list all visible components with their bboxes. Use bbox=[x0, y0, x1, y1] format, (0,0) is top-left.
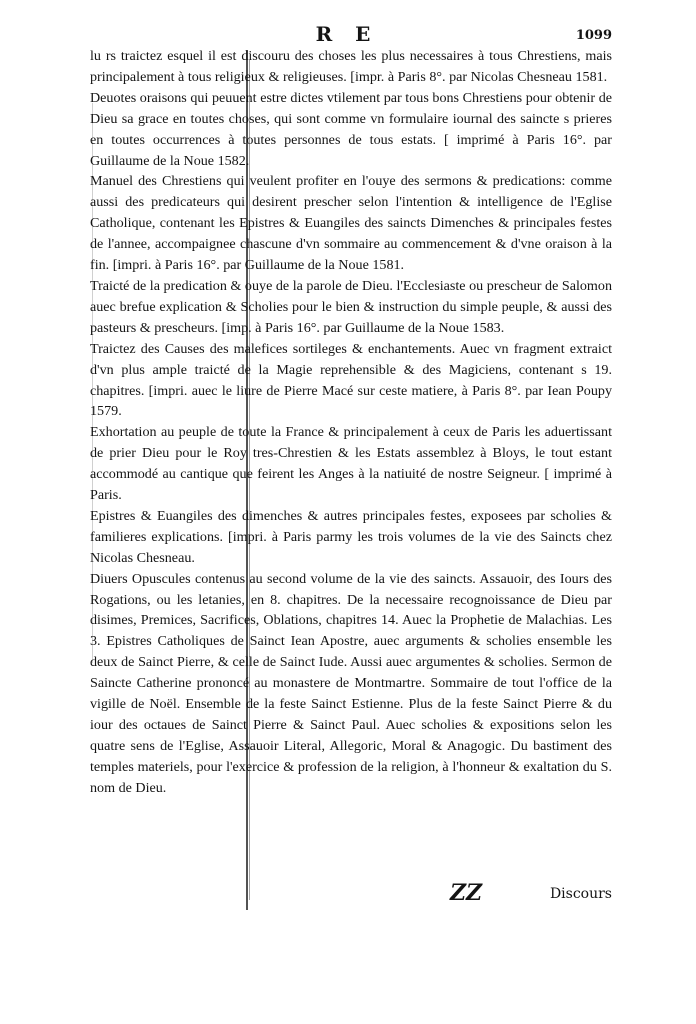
main-text-column bbox=[90, 46, 612, 799]
signature-mark: ZZ bbox=[450, 880, 483, 906]
page-number: 1099 bbox=[575, 28, 612, 43]
running-head-letters: R E bbox=[315, 22, 379, 46]
page-footer bbox=[430, 880, 612, 910]
bibliography-entry-epistres-euangiles: Epistres & Euangiles des dimenches & autres principales festes, exposees par scholies & familieres explications. [impri. à Paris parmy les trois volumes de la vie des Saincts chez Nicolas Chesneau. bbox=[90, 507, 612, 566]
catchword: Discours bbox=[549, 886, 612, 902]
bibliography-entry-manuel-des-chrestiens: Manuel des Chrestiens qui veulent profiter en l'ouye des sermons & predications: comme aussi des predicateurs qui desirent prescher selon l'intention & intelligence de l'Eglise Catholique, contenant les Epistres & Euangiles des saincts Dimenches & principales festes de l'annee, accompaignee chascune d'vn sommaire au commencement & d'vne oraison à la fin. [impri. à Paris 16°. par Guillaume de la Noue 1581. bbox=[90, 173, 612, 274]
bibliography-entry-deuotes-oraisons: Deuotes oraisons qui peuuent estre dictes vtilement par tous bons Chrestiens pour obtenir de Dieu sa grace en toutes choses, qui sont comme vn formulaire iournal des saincte s prieres en toutes occurrences à toutes personnes de tous estats. [ imprimé à Paris 16°. par Guillaume de la Noue 1582. bbox=[90, 89, 612, 169]
bibliography-entry-treatises: lu rs traictez esquel il est discouru des choses les plus necessaires à tous Chrestiens, mais principalement à tous religieux & religieuses. [impr. à Paris 8°. par Nicolas Chesneau 1581. bbox=[90, 48, 612, 85]
bibliography-entry-traicte-predication: Traicté de la predication & ouye de la parole de Dieu. l'Ecclesiaste ou prescheur de Salomon auec brefue explication & Scholies pour le bien & instruction du simple peuple, & aussi des pasteurs & prescheurs. [imp. à Paris 16°. par Guillaume de la Noue 1583. bbox=[90, 277, 612, 336]
bibliography-entry-exhortation: Exhortation au peuple de toute la France & principalement à ceux de Paris les aduertissant de prier Dieu pour le Roy tres-Chrestien & les Estats assemblez à Bloys, le tout estant accommodé au cantique que feirent les Anges à la natiuité de nostre Seigneur. [ imprimé à Paris. bbox=[90, 424, 612, 504]
bibliography-entry-causes-des-malefices: Traictez des Causes des malefices sortileges & enchantements. Auec vn fragment extraict d'vn plus ample traicté de la Magie reprehensible & des Magiciens, contenant s 19. chapitres. [impri. auec le liure de Pierre Macé sur ceste matiere, à Paris 8°. par Iean Poupy 1579. bbox=[90, 340, 612, 420]
bibliography-entry-diuers-opuscules: Diuers Opuscules contenus au second volume de la vie des saincts. Assauoir, des Iours des Rogations, ou les letanies, en 8. chapitres. De la necessaire recognoissance de Dieu par disimes, Premices, Sacrifices, Oblations, chapitres 14. Auec la Prophetie de Malachias. Les 3. Epistres Catholiques de Sainct Iean Apostre, auec arguments & scholies ensemble les deux de Sainct Pierre, & celle de Sainct Iude. Aussi auec argumentes & scholies. Sermon de Saincte Catherine prononcé au monastere de Montmartre. Sommaire de tout l'office de la vigille de Noël. Ensemble de la feste Sainct Estienne. Plus de la feste Sainct Pierre & du iour des octaues de Sainct Pierre & Sainct Paul. Auec scholies & expositions selon les quatre sens de l'Eglise, Assauoir Literal, Allegoric, Moral & Anagogic. Du bastiment des temples materiels, pour l'exercice & profession de la religion, à l'honneur & exaltation du S. nom de Dieu. bbox=[90, 570, 612, 796]
